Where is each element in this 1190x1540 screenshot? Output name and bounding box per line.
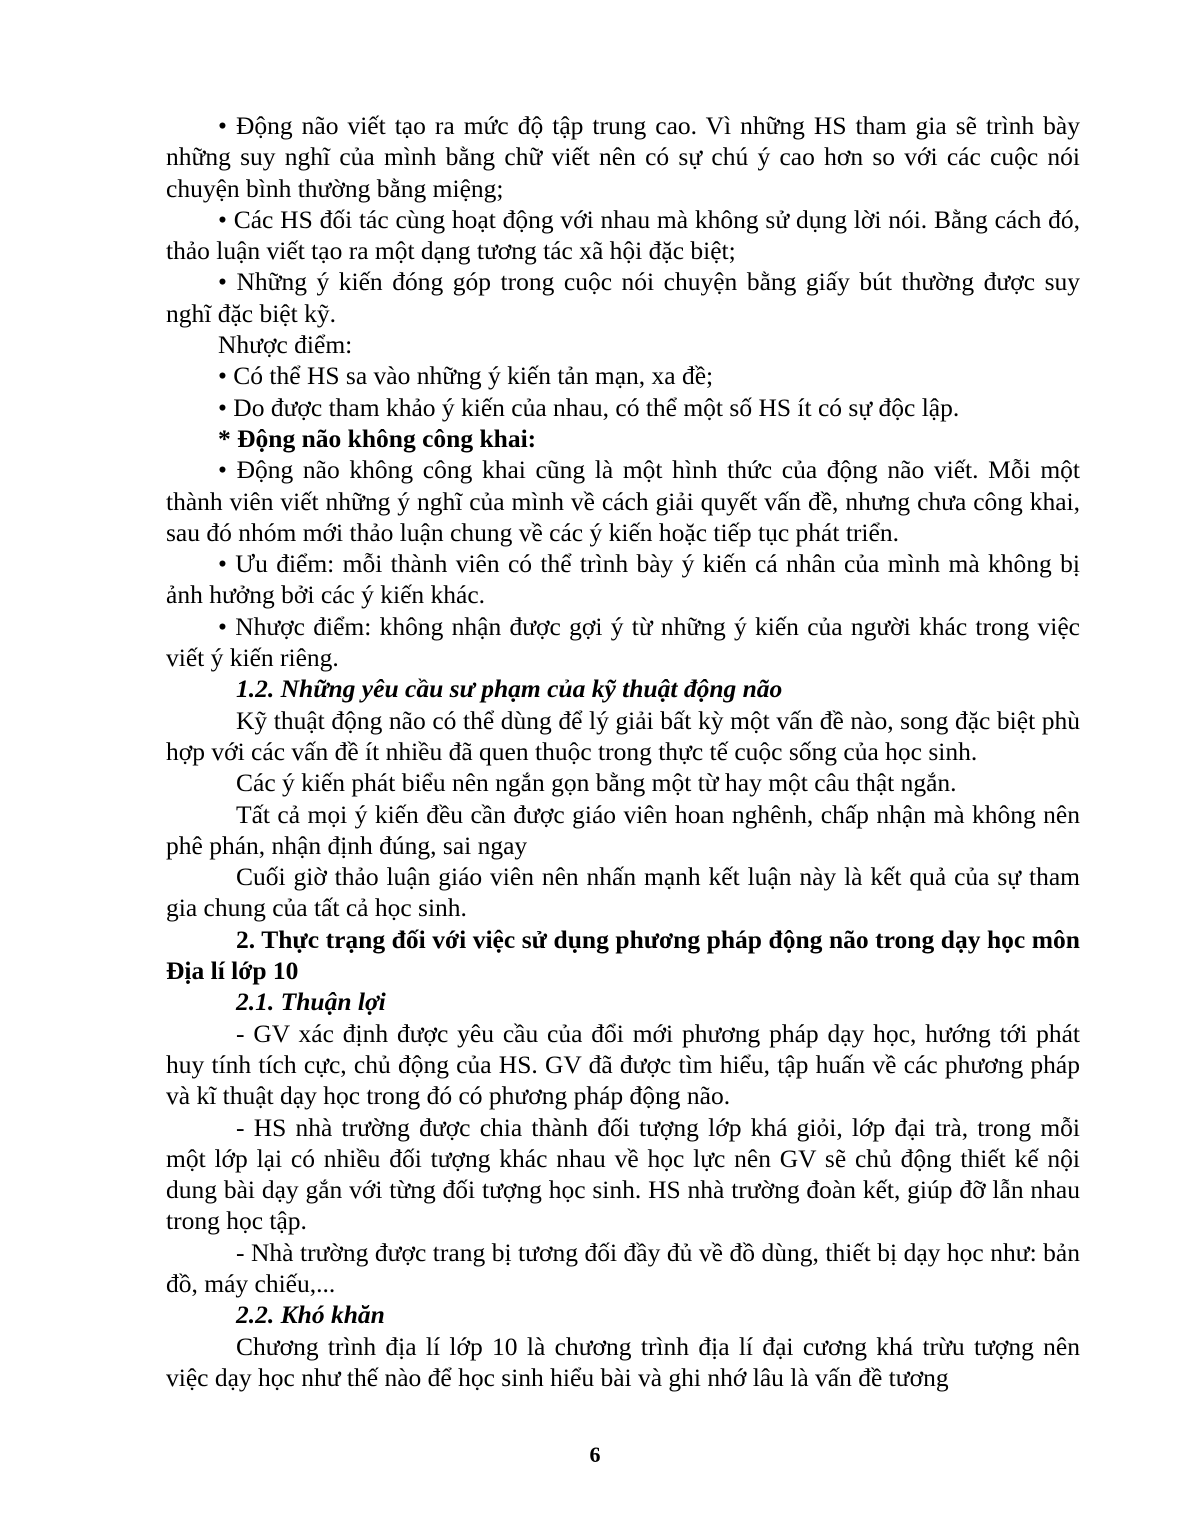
paragraph-8: • Động não không công khai cũng là một hình thức của động não viết. Mỗi một thành viên viết những ý nghĩ của mình về cách giải quyết vấn đề, nhưng chưa công khai, sau đó nhóm mới thảo luận chung về các ý kiến hoặc tiếp tục phát triển. xyxy=(166,455,1080,547)
paragraph-9: • Ưu điểm: mỗi thành viên có thể trình bày ý kiến cá nhân của mình mà không bị ảnh hưởng bởi các ý kiến khác. xyxy=(166,549,1080,610)
paragraph-10: • Nhược điểm: không nhận được gợi ý từ những ý kiến của người khác trong việc viết ý kiến riêng. xyxy=(166,611,1080,673)
paragraph-22: Chương trình địa lí lớp 10 là chương trình địa lí đại cương khá trừu tượng nên việc dạy học như thế nào để học sinh hiểu bài và ghi nhớ lâu là vấn đề tương xyxy=(166,1331,1080,1392)
section-heading-2-1: 2.1. Thuận lợi xyxy=(236,987,386,1017)
paragraph-3: • Những ý kiến đóng góp trong cuộc nói chuyện bằng giấy bút thường được suy nghĩ đặc biệt kỹ. xyxy=(166,267,1080,328)
paragraph-5: • Có thể HS sa vào những ý kiến tản mạn, xa đề; xyxy=(218,361,714,391)
paragraph-6: • Do được tham khảo ý kiến của nhau, có thể một số HS ít có sự độc lập. xyxy=(218,392,960,422)
section-heading-1-2: 1.2. Những yêu cầu sư phạm của kỹ thuật động não xyxy=(236,674,783,704)
paragraph-12: Kỹ thuật động não có thể dùng để lý giải bất kỳ một vấn đề nào, song đặc biệt phù hợp với các vấn đề ít nhiều đã quen thuộc trong thực tế cuộc sống của học sinh. xyxy=(166,705,1080,766)
section-heading-2-2: 2.2. Khó khăn xyxy=(236,1300,385,1330)
paragraph-4: Nhược điểm: xyxy=(218,330,353,360)
document-page xyxy=(166,110,1080,1393)
paragraph-13: Các ý kiến phát biểu nên ngắn gọn bằng một từ hay một câu thật ngắn. xyxy=(236,768,957,798)
paragraph-1: • Động não viết tạo ra mức độ tập trung cao. Vì những HS tham gia sẽ trình bày những suy nghĩ của mình bằng chữ viết nên có sự chú ý cao hơn so với các cuộc nói chuyện bình thường bằng miệng; xyxy=(166,111,1080,203)
page-number: 6 xyxy=(589,1442,601,1467)
paragraph-2: • Các HS đối tác cùng hoạt động với nhau mà không sử dụng lời nói. Bằng cách đó, thảo luận viết tạo ra một dạng tương tác xã hội đặc biệt; xyxy=(166,204,1080,266)
paragraph-18: - GV xác định được yêu cầu của đổi mới phương pháp dạy học, hướng tới phát huy tính tích cực, chủ động của HS. GV đã được tìm hiểu, tập huấn về các phương pháp và kĩ thuật dạy học trong đó có phương pháp động não. xyxy=(166,1018,1080,1111)
paragraph-15: Cuối giờ thảo luận giáo viên nên nhấn mạnh kết luận này là kết quả của sự tham gia chung của tất cả học sinh. xyxy=(166,862,1080,923)
paragraph-20: - Nhà trường được trang bị tương đối đầy đủ về đồ dùng, thiết bị dạy học như: bản đồ, máy chiếu,... xyxy=(166,1237,1080,1298)
paragraph-14: Tất cả mọi ý kiến đều cần được giáo viên hoan nghênh, chấp nhận mà không nên phê phán, nhận định đúng, sai ngay xyxy=(166,799,1080,860)
section-heading-dong-nao-khong-cong-khai: * Động não không công khai: xyxy=(218,423,537,453)
section-heading-2: 2. Thực trạng đối với việc sử dụng phương pháp động não trong dạy học môn Địa lí lớp 10 xyxy=(166,924,1080,986)
paragraph-19: - HS nhà trường được chia thành đối tượng lớp khá giỏi, lớp đại trà, trong mỗi một lớp lại có nhiều đối tượng khác nhau về học lực nên GV sẽ chủ động thiết kế nội dung bài dạy gắn với từng đối tượng học sinh. HS nhà trường đoàn kết, giúp đỡ lẫn nhau trong học tập. xyxy=(166,1112,1080,1236)
